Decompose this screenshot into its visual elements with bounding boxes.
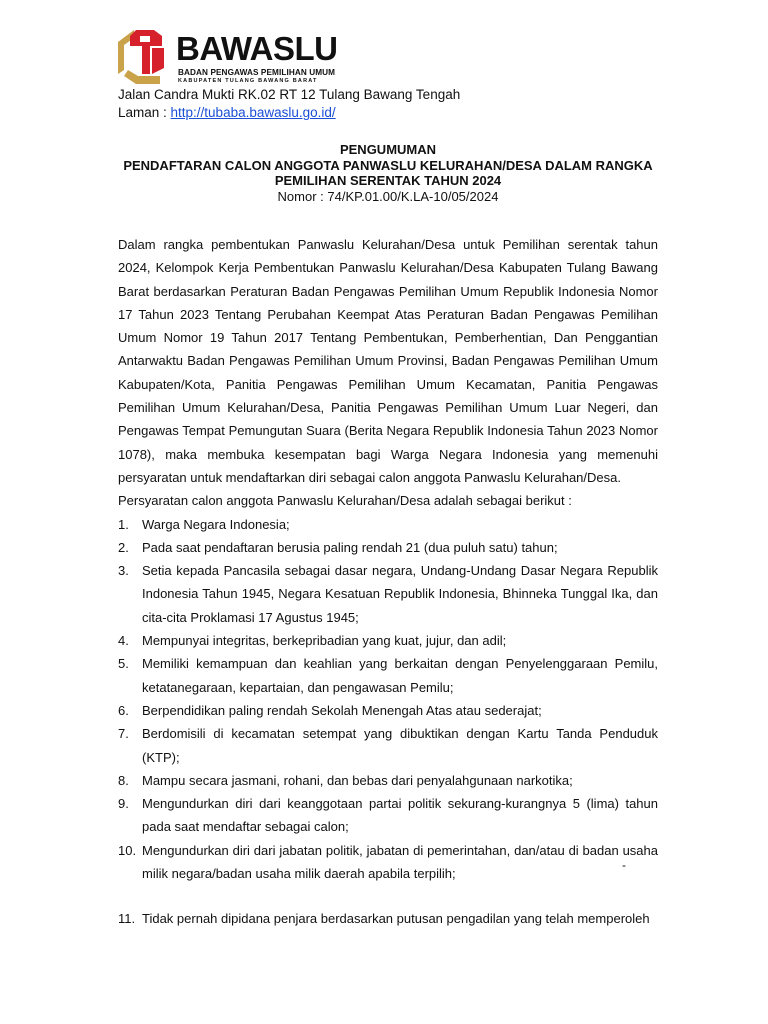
item-text: Pada saat pendaftaran berusia paling rendah 21 (dua puluh satu) tahun;	[142, 539, 558, 555]
requirements-list	[118, 513, 658, 931]
item-text: Warga Negara Indonesia;	[142, 516, 290, 532]
item-number: 2.	[118, 539, 129, 555]
item-number: 11.	[118, 911, 136, 927]
list-spacer	[118, 885, 658, 907]
logo-region: KABUPATEN TULANG BAWANG BARAT	[178, 78, 318, 84]
list-item	[118, 769, 658, 792]
item-text: Tidak pernah dipidana penjara berdasarkan putusan pengadilan yang telah memperoleh	[142, 911, 650, 927]
list-item	[118, 513, 658, 536]
list-item	[118, 699, 658, 722]
list-item	[118, 652, 658, 699]
document-number: Nomor : 74/KP.01.00/K.LA-10/05/2024	[277, 188, 499, 204]
requirements-lead: Persyaratan calon anggota Panwaslu Kelurahan/Desa adalah sebagai berikut :	[118, 493, 572, 509]
logo-subtitle: BADAN PENGAWAS PEMILIHAN UMUM	[178, 68, 336, 77]
title-subject-line1: PENDAFTARAN CALON ANGGOTA PANWASLU KELURAHAN/DESA DALAM RANGKA	[123, 157, 653, 173]
title-subject-line2: PEMILIHAN SERENTAK TAHUN 2024	[274, 173, 502, 188]
item-number: 3.	[118, 563, 129, 579]
list-item	[118, 839, 658, 886]
item-text: Mampu secara jasmani, rohani, dan bebas dari penyalahgunaan narkotika;	[142, 772, 573, 788]
list-item	[118, 722, 658, 769]
website-prefix: Laman :	[118, 105, 171, 120]
list-item	[118, 907, 658, 930]
item-number: 7.	[118, 726, 129, 742]
item-text: Berdomisili di kecamatan setempat yang dibuktikan dengan Kartu Tanda Penduduk (KTP);	[142, 726, 658, 765]
item-number: 1.	[118, 516, 129, 532]
title-heading: PENGUMUMAN	[339, 142, 437, 157]
item-text: Berpendidikan paling rendah Sekolah Menengah Atas atau sederajat;	[142, 702, 542, 718]
bawaslu-emblem-icon	[114, 24, 174, 86]
item-text: Setia kepada Pancasila sebagai dasar negara, Undang-Undang Dasar Negara Republik Indonesia Tahun 1945, Negara Kesatuan Republik Indonesia, Bhinneka Tunggal Ika, dan cita-cita Proklamasi 17 Agustus 1945;	[142, 563, 658, 625]
item-text: Memiliki kemampuan dan keahlian yang berkaitan dengan Penyelenggaraan Pemilu, ketatanegaraan, kepartaian, dan pengawasan Pemilu;	[142, 656, 658, 695]
item-text: Mengundurkan diri dari jabatan politik, jabatan di pemerintahan, dan/atau di badan usaha milik negara/badan usaha milik daerah apabila terpilih;	[142, 842, 658, 882]
item-text: Mempunyai integritas, berkepribadian yang kuat, jujur, dan adil;	[142, 633, 507, 649]
address-line: Jalan Candra Mukti RK.02 RT 12 Tulang Bawang Tengah	[118, 87, 461, 102]
website-link[interactable]: http://tubaba.bawaslu.go.id/	[170, 105, 336, 120]
logo-wordmark: BAWASLU	[176, 30, 338, 67]
list-item	[118, 792, 658, 839]
item-number: 8.	[118, 772, 129, 788]
item-number: 6.	[118, 702, 129, 718]
bawaslu-logo	[114, 24, 346, 86]
list-item	[118, 559, 658, 629]
document-body	[118, 233, 658, 931]
item-number: 4.	[118, 633, 129, 649]
stray-mark: -	[622, 858, 626, 872]
website-line	[118, 104, 336, 122]
intro-paragraph: Dalam rangka pembentukan Panwaslu Kelurahan/Desa untuk Pemilihan serentak tahun 2024, Kelompok Kerja Pembentukan Panwaslu Kelurahan/Desa Kabupaten Tulang Bawang Barat berdasarkan Peraturan Badan Pengawas Pemilihan Umum Republik Indonesia Nomor 17 Tahun 2023 Tentang Perubahan Keempat Atas Peraturan Badan Pengawas Pemilihan Umum Nomor 19 Tahun 2017 Tentang Pembentukan, Pemberhentian, Dan Penggantian Antarwaktu Badan Pengawas Pemilihan Umum Provinsi, Badan Pengawas Pemilihan Umum Kabupaten/Kota, Panitia Pengawas Pemilihan Umum Kecamatan, Panitia Pengawas Pemilihan Umum Kelurahan/Desa, Panitia Pengawas Pemilihan Umum Luar Negeri, dan Pengawas Tempat Pemungutan Suara (Berita Negara Republik Indonesia Tahun 2023 Nomor 1078), maka membuka kesempatan bagi Warga Negara Indonesia yang memenuhi persyaratan untuk mendaftarkan diri sebagai calon anggota Panwaslu Kelurahan/Desa.	[118, 237, 658, 485]
item-number: 10.	[118, 842, 137, 858]
list-item	[118, 536, 658, 559]
announcement-title	[118, 142, 658, 204]
item-text: Mengundurkan diri dari keanggotaan partai politik sekurang-kurangnya 5 (lima) tahun pada saat mendaftar sebagai calon;	[142, 796, 658, 835]
item-number: 9.	[118, 796, 129, 812]
list-item	[118, 629, 658, 652]
item-number: 5.	[118, 656, 129, 672]
